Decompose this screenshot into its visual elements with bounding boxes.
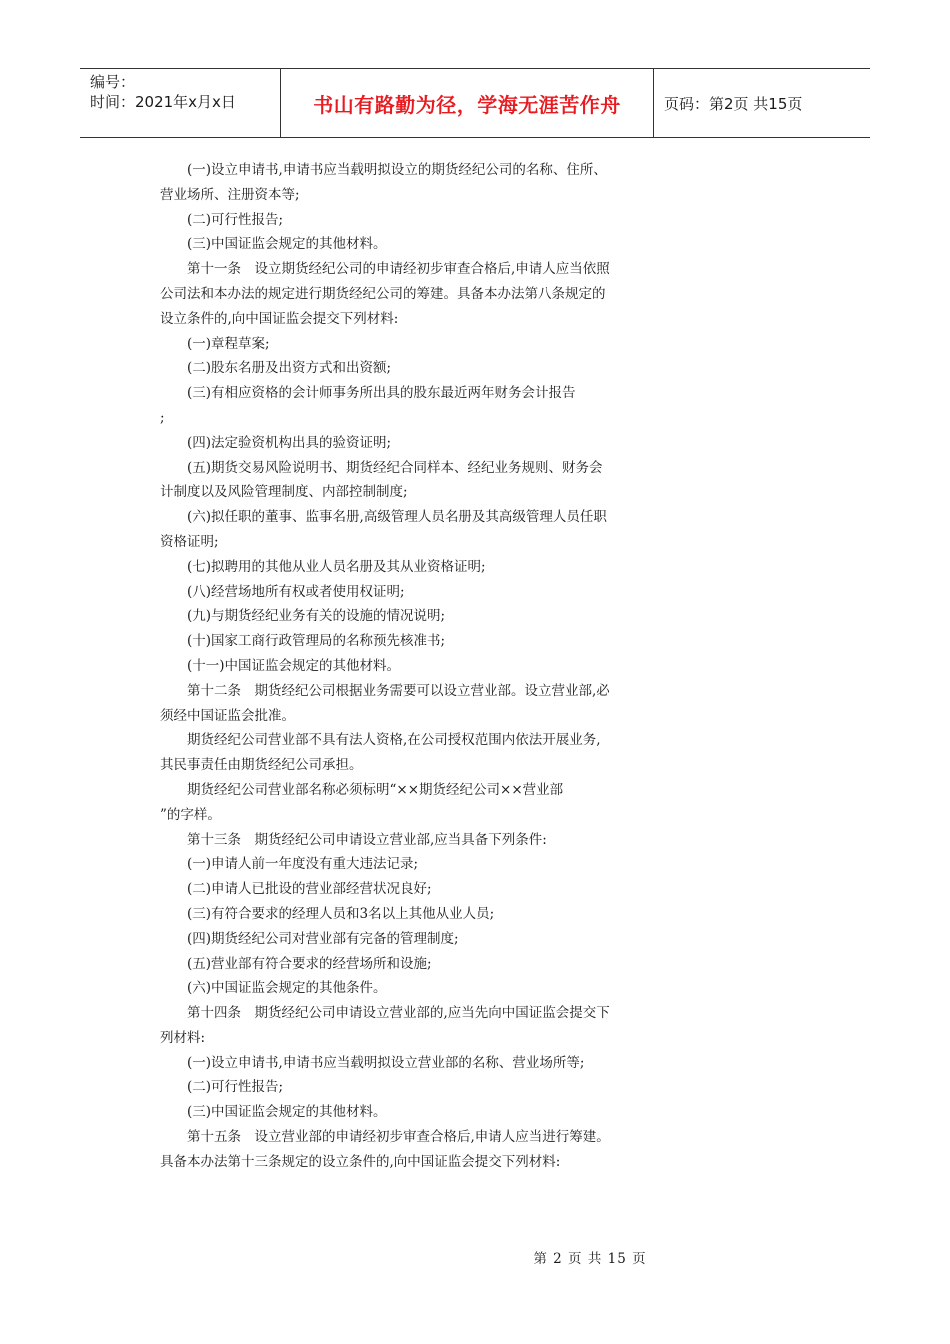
paragraph: (一)设立申请书,申请书应当载明拟设立的期货经纪公司的名称、住所、营业场所、注册资本等; [160,162,607,203]
paragraph: (九)与期货经纪业务有关的设施的情况说明; [187,608,446,625]
document-body [160,158,610,1175]
paragraph: (十)国家工商行政管理局的名称预先核准书; [187,633,446,650]
paragraph: (四)期货经纪公司对营业部有完备的管理制度; [187,930,459,947]
document-number-label: 编号： [90,73,136,91]
paragraph: (一)章程草案; [187,335,270,352]
paragraph: ”的字样。 [160,806,221,823]
paragraph: 第十三条 期货经纪公司申请设立营业部,应当具备下列条件: [187,831,547,848]
paragraph: (三)有符合要求的经理人员和3名以上其他从业人员; [187,905,495,922]
paragraph: (四)法定验资机构出具的验资证明; [187,434,392,451]
paragraph: 第十一条 设立期货经纪公司的申请经初步审查合格后,申请人应当依照公司法和本办法的规定进行期货经纪公司的筹建。具备本办法第八条规定的设立条件的,向中国证监会提交下列材料: [160,261,610,327]
paragraph: (六)中国证监会规定的其他条件。 [187,980,387,997]
paragraph: (五)期货交易风险说明书、期货经纪合同样本、经纪业务规则、财务会计制度以及风险管理制度、内部控制制度; [160,459,603,501]
page-footer: 第 2 页 共 15 页 [533,1251,647,1267]
header-motto: 书山有路勤为径，学海无涯苦作舟 [281,69,654,137]
paragraph: ; [160,409,165,426]
document-time-label: 时间：2021年x月x日 [90,93,236,111]
paragraph: 第十五条 设立营业部的申请经初步审查合格后,申请人应当进行筹建。具备本办法第十三条规定的设立条件的,向中国证监会提交下列材料: [160,1129,610,1170]
paragraph: (三)中国证监会规定的其他材料。 [187,236,387,253]
paragraph: (六)拟任职的董事、监事名册,高级管理人员名册及其高级管理人员任职资格证明; [160,509,607,550]
paragraph: 第十四条 期货经纪公司申请设立营业部的,应当先向中国证监会提交下列材料: [160,1005,610,1046]
paragraph: (三)有相应资格的会计师事务所出具的股东最近两年财务会计报告 [187,385,576,402]
paragraph: 期货经纪公司营业部不具有法人资格,在公司授权范围内依法开展业务,其民事责任由期货经纪公司承担。 [160,732,601,774]
paragraph: (一)设立申请书,申请书应当载明拟设立营业部的名称、营业场所等; [187,1054,585,1071]
paragraph: (七)拟聘用的其他从业人员名册及其从业资格证明; [187,558,486,575]
paragraph: (十一)中国证监会规定的其他材料。 [187,657,401,674]
header-meta [80,69,281,137]
paragraph: 期货经纪公司营业部名称必须标明“××期货经纪公司××营业部 [187,781,564,798]
paragraph: (二)可行性报告; [187,211,284,228]
paragraph: (二)申请人已批设的营业部经营状况良好; [187,881,432,898]
paragraph: (五)营业部有符合要求的经营场所和设施; [187,955,432,972]
header-page-info: 页码：第2页 共15页 [664,94,803,113]
paragraph: (三)中国证监会规定的其他材料。 [187,1104,387,1121]
page-header [80,68,870,138]
paragraph: (八)经营场地所有权或者使用权证明; [187,583,405,600]
paragraph: (二)股东名册及出资方式和出资额; [187,360,392,377]
paragraph: 第十二条 期货经纪公司根据业务需要可以设立营业部。设立营业部,必须经中国证监会批准。 [160,682,610,724]
paragraph: (一)申请人前一年度没有重大违法记录; [187,856,419,873]
paragraph: (二)可行性报告; [187,1079,284,1096]
